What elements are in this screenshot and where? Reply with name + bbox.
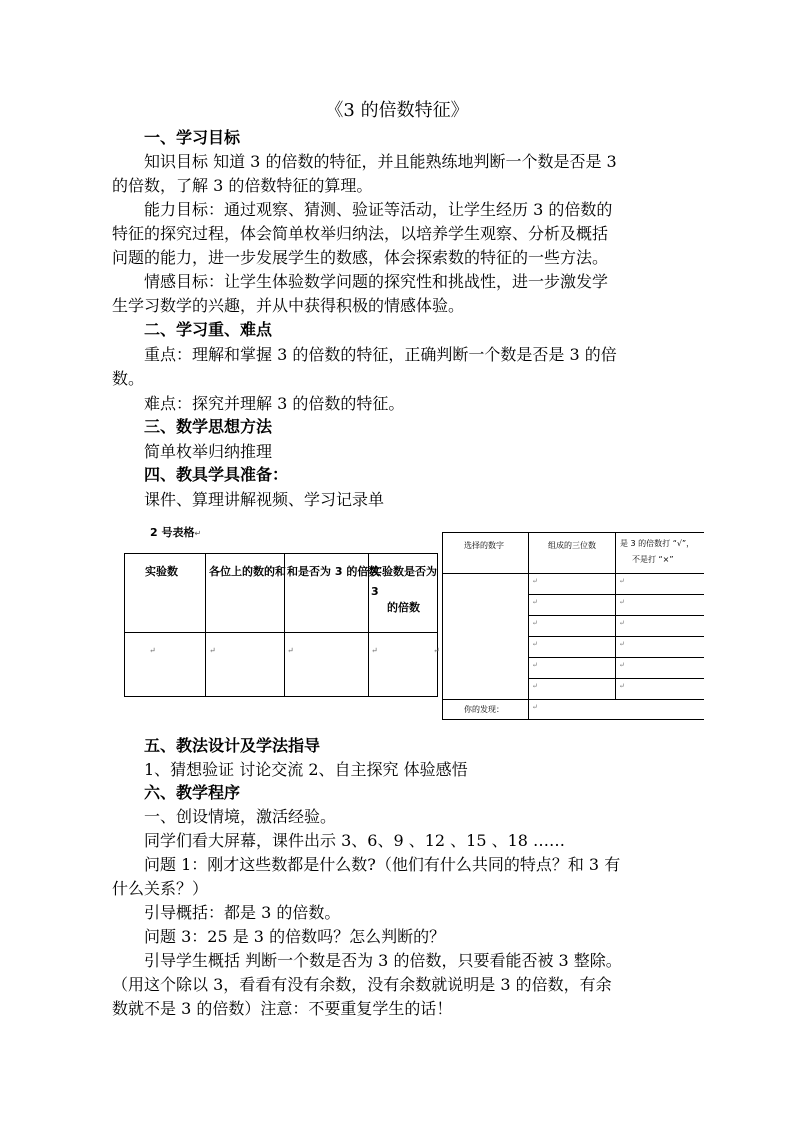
goal-ability-line1: 能力目标：通过观察、猜测、验证等活动，让学生经历 3 的倍数的: [144, 200, 613, 219]
goal-ability-line2: 特征的探究过程，体会简单枚举归纳法，以培养学生观察、分析及概括: [112, 224, 609, 243]
paragraph-mark: ↵: [619, 682, 625, 690]
table2-footer-findings: 你的发现：: [464, 705, 504, 714]
section-heading-key-points: 二、学习重、难点: [144, 320, 273, 339]
section-heading-methods: 三、数学思想方法: [144, 417, 273, 436]
difficult-point: 难点：探究并理解 3 的倍数的特征。: [144, 394, 405, 413]
section-heading-tools: 四、教具学具准备：: [144, 465, 289, 484]
goal-emotion-line2: 生学习数学的兴趣，并从中获得积极的情感体验。: [112, 296, 465, 315]
tools-text: 课件、算理讲解视频、学习记录单: [144, 490, 385, 509]
section-heading-goals: 一、学习目标: [144, 128, 241, 147]
paragraph-mark: ↵: [209, 646, 216, 655]
table2-header-digits: 选择的数字: [464, 541, 504, 550]
record-table-2: [124, 553, 438, 697]
paragraph-mark: ↵: [619, 598, 625, 606]
paragraph-mark: ↵: [532, 703, 538, 711]
paragraph-mark: ↵: [619, 640, 625, 648]
paragraph-mark: ↵: [371, 646, 378, 655]
key-point-line2: 数。: [112, 369, 145, 388]
goal-emotion-line1: 情感目标：让学生体验数学问题的探究性和挑战性，进一步激发学: [144, 272, 609, 291]
paragraph-mark: ↵: [433, 646, 440, 655]
guide-summary2-line2: （用这个除以 3，看看有没有余数，没有余数就说明是 3 的倍数，有余: [112, 975, 612, 994]
record-table-digits: [442, 532, 704, 720]
guide-summary2-line1: 引导学生概括 判断一个数是否为 3 的倍数，只要看能否被 3 整除。: [144, 951, 622, 970]
procedure-step1: 一、创设情境，激活经验。: [144, 807, 337, 826]
page-title: 《3 的倍数特征》: [325, 100, 469, 121]
section-heading-teaching-design: 五、教法设计及学法指导: [144, 736, 321, 755]
procedure-step1-text: 同学们看大屏幕，课件出示 3、6、9 、12 、15 、18 ……: [144, 831, 566, 850]
section-heading-procedure: 六、教学程序: [144, 783, 241, 802]
table2-header-check-2: 不是打 “×”: [632, 555, 674, 564]
paragraph-mark: ↵: [287, 646, 294, 655]
goal-knowledge-line1: 知识目标 知道 3 的倍数的特征，并且能熟练地判断一个数是否是 3: [144, 152, 617, 171]
paragraph-mark: ↵: [532, 682, 538, 690]
teaching-method-text: 1、猜想验证 讨论交流 2、自主探究 体验感悟: [144, 760, 468, 779]
table1-header-number-multiple: 实验数是否为 3: [371, 565, 437, 598]
paragraph-mark: ↵: [532, 640, 538, 648]
paragraph-mark: ↵: [619, 661, 625, 669]
question1-line2: 什么关系？）: [112, 879, 209, 898]
key-point-line1: 重点：理解和掌握 3 的倍数的特征，正确判断一个数是否是 3 的倍: [144, 345, 617, 364]
paragraph-mark: ↵: [532, 619, 538, 627]
paragraph-mark: ↵: [532, 598, 538, 606]
guide-summary2-line3: 数就不是 3 的倍数）注意：不要重复学生的话！: [112, 999, 453, 1018]
method-text: 简单枚举归纳推理: [144, 442, 273, 461]
goal-ability-line3: 问题的能力，进一步发展学生的数感，体会探索数的特征的一些方法。: [112, 248, 609, 267]
table1-header-digit-sum: 各位上的数的和: [209, 565, 286, 578]
paragraph-mark: ↵: [619, 577, 625, 585]
table2-header-check-1: 是 3 的倍数打 “√”，: [620, 539, 695, 548]
table1-header-number: 实验数: [145, 565, 178, 578]
paragraph-mark: ↵: [619, 619, 625, 627]
table1-caption: [150, 524, 201, 540]
table1-header-sum-multiple: 和是否为 3 的倍数: [287, 565, 380, 578]
table1-header-number-multiple-cont: 的倍数: [387, 601, 420, 614]
paragraph-mark: ↵: [532, 661, 538, 669]
paragraph-mark: ↵: [532, 577, 538, 585]
guide-summary1: 引导概括：都是 3 的倍数。: [144, 903, 341, 922]
table2-header-three-digit: 组成的三位数: [548, 541, 596, 550]
question3: 问题 3：25 是 3 的倍数吗？怎么判断的？: [144, 927, 446, 946]
table1-caption-text: 2 号表格: [150, 526, 195, 539]
goal-knowledge-line2: 的倍数，了解 3 的倍数特征的算理。: [112, 176, 373, 195]
paragraph-mark: ↵: [149, 646, 156, 655]
question1-line1: 问题 1：刚才这些数都是什么数?（他们有什么共同的特点？和 3 有: [144, 855, 621, 874]
paragraph-mark: ↵: [194, 529, 202, 538]
